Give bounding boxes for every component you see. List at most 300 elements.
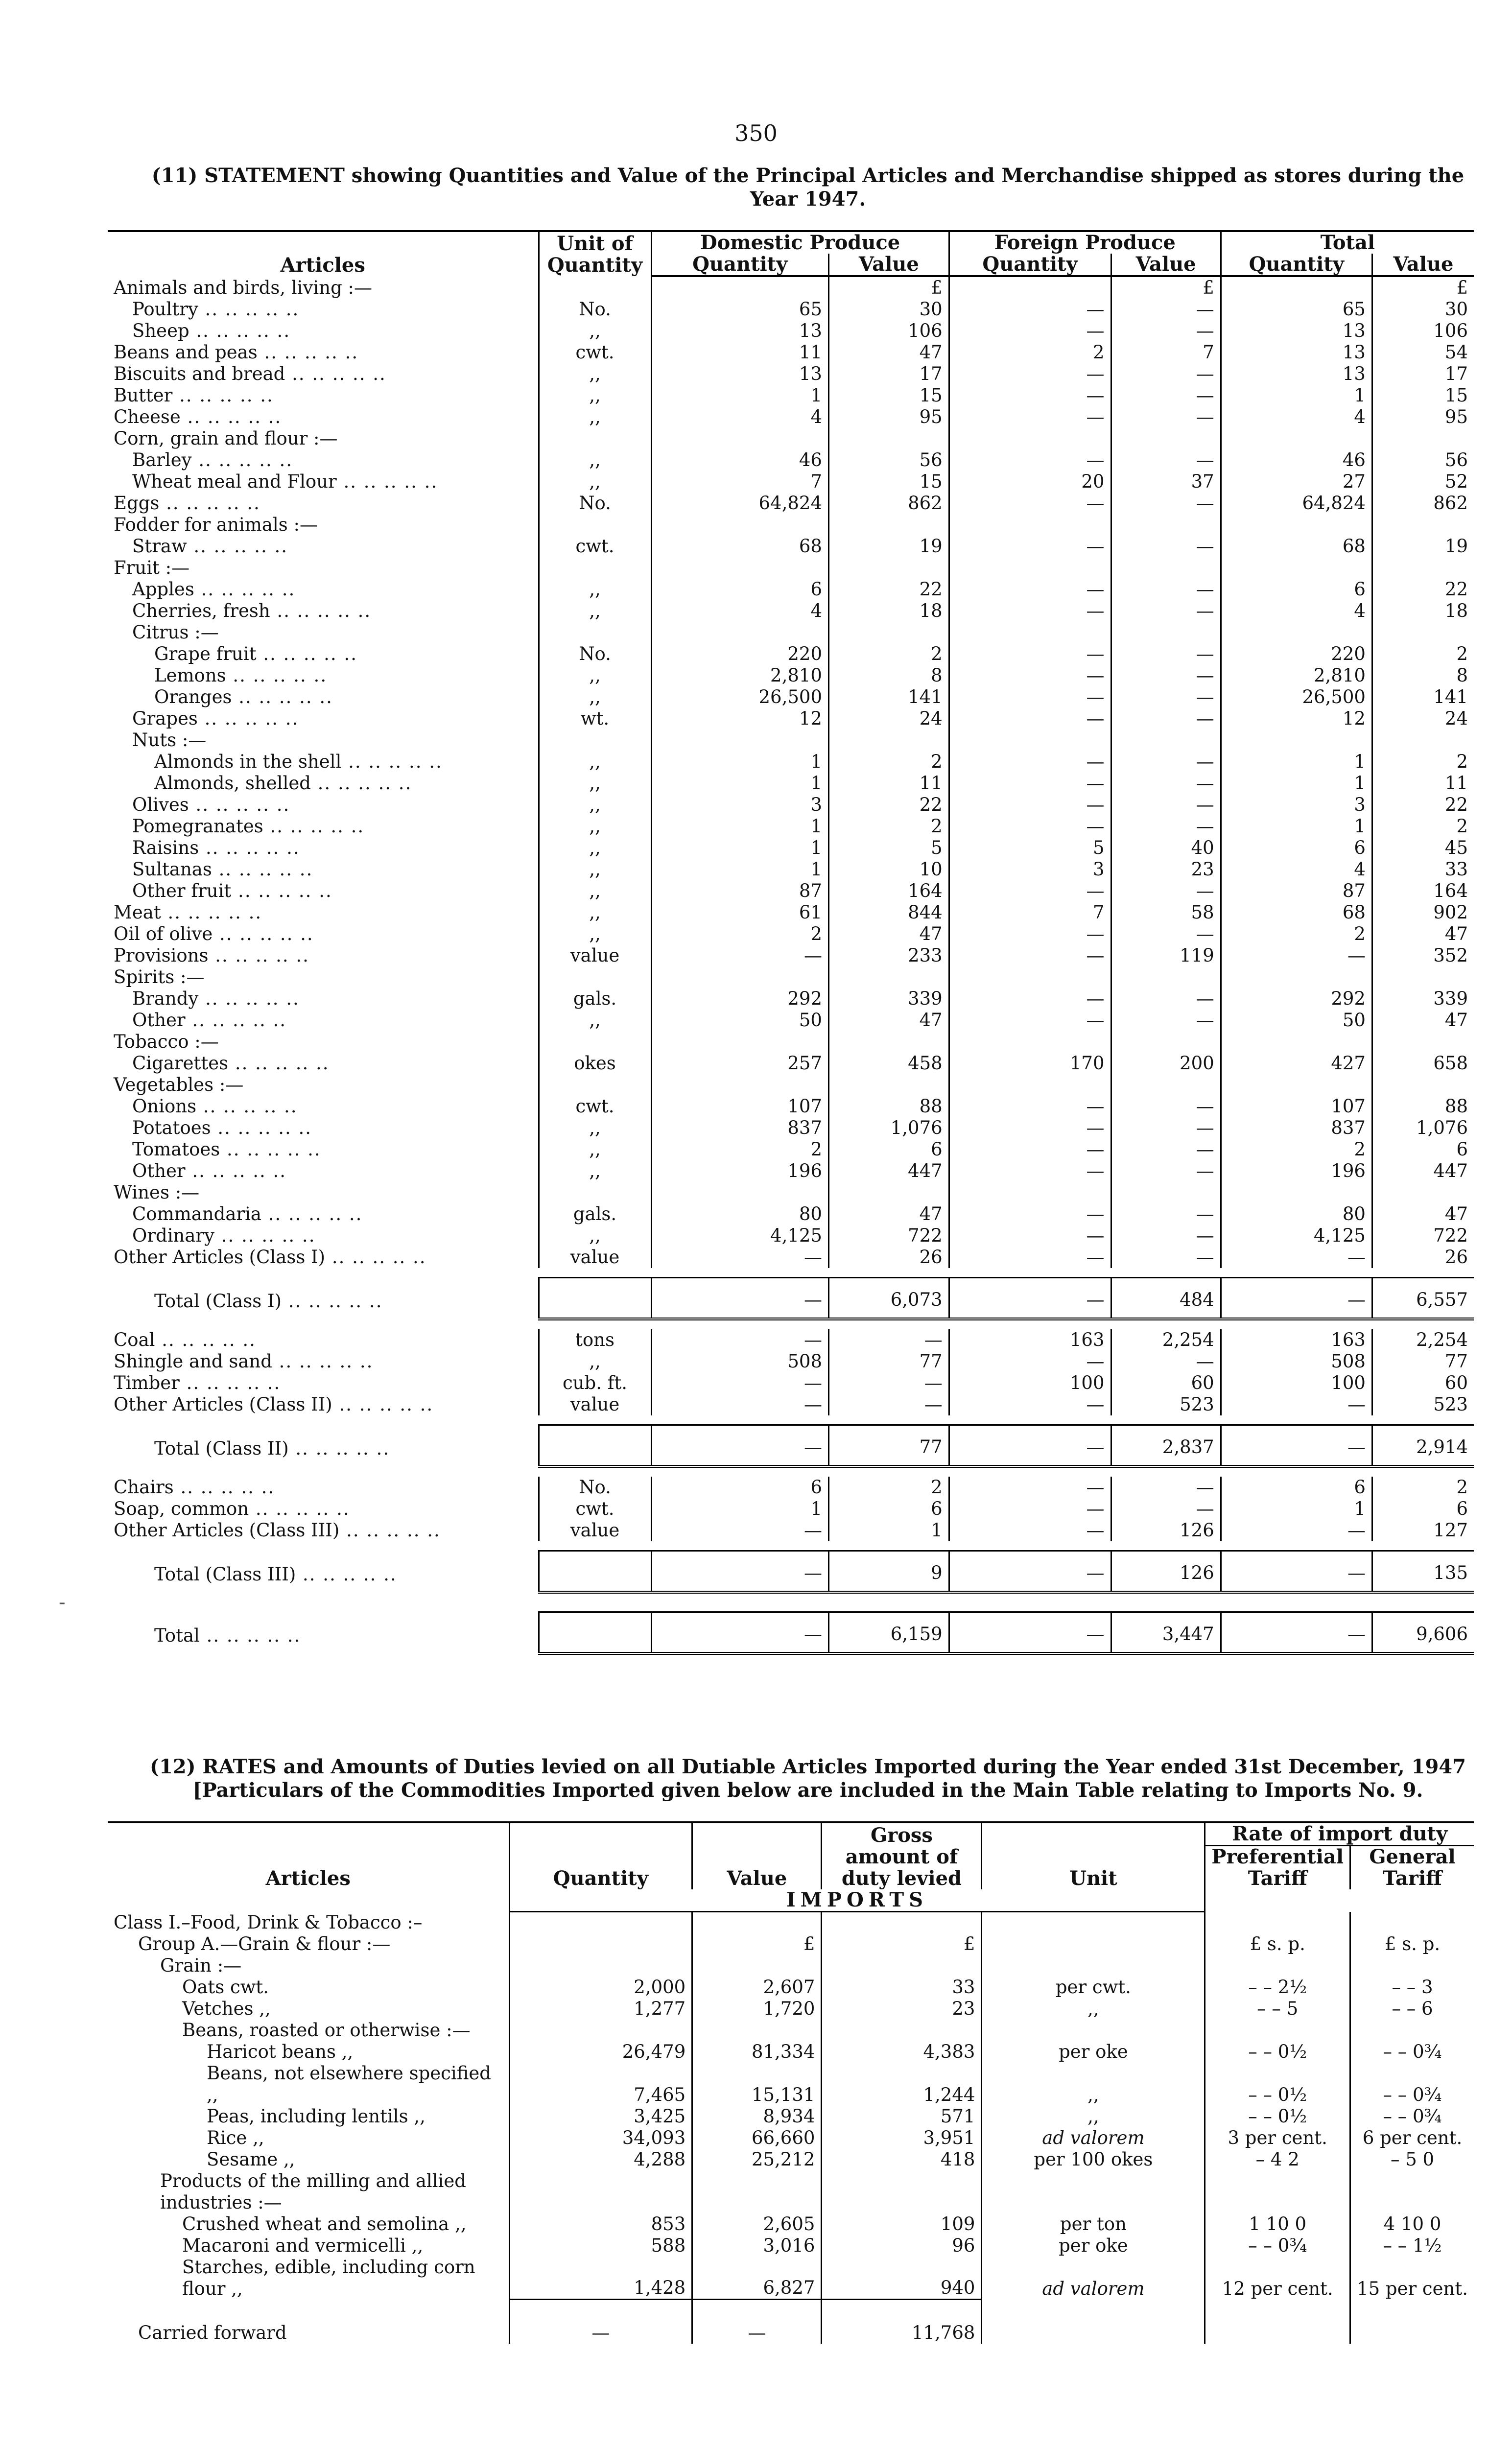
preferential-rate: 12 per cent.	[1205, 2257, 1350, 2300]
table-row	[108, 773, 1474, 794]
total-value	[1372, 514, 1474, 536]
total-quantity: 107	[1221, 1096, 1372, 1117]
article-label: Group A.—Grain & flour :—	[138, 1933, 391, 1954]
article-label: Other Articles (Class II) .. ..	[108, 1394, 539, 1415]
article-label: Straw .. ..	[108, 536, 539, 557]
table-row	[108, 794, 1474, 816]
domestic-quantity: 1	[651, 1498, 828, 1520]
unit-cell	[539, 622, 651, 643]
domestic-quantity: —	[651, 1329, 828, 1351]
table12-body	[108, 1912, 1474, 2344]
domestic-value: 47	[828, 923, 949, 945]
domestic-quantity	[651, 730, 828, 751]
foreign-quantity	[949, 1182, 1111, 1203]
table-row	[108, 1096, 1474, 1117]
col-foreign: Foreign Produce	[949, 231, 1221, 254]
total-quantity: 46	[1221, 449, 1372, 471]
article-label: Oranges .. ..	[108, 686, 539, 708]
total-quantity: 64,824	[1221, 493, 1372, 514]
foreign-value: —	[1111, 1247, 1221, 1268]
domestic-quantity: 3	[651, 794, 828, 816]
foreign-quantity: —	[949, 1225, 1111, 1247]
general-rate	[1350, 2300, 1474, 2344]
table-row	[108, 1203, 1474, 1225]
table-row	[108, 2063, 1474, 2106]
foreign-value: —	[1111, 1010, 1221, 1031]
unit-cell: per oke	[982, 2235, 1205, 2257]
total-quantity: 6	[1221, 579, 1372, 600]
total-quantity	[1221, 622, 1372, 643]
quantity-cell: 26,479	[509, 2041, 692, 2063]
domestic-quantity: 65	[651, 299, 828, 320]
col-domestic-value: Value	[828, 254, 949, 276]
table-row	[108, 988, 1474, 1010]
domestic-value: 88	[828, 1096, 949, 1117]
total-value	[1372, 1182, 1474, 1203]
total-quantity	[1221, 1074, 1372, 1096]
domestic-quantity: 68	[651, 536, 828, 557]
total-quantity: 68	[1221, 536, 1372, 557]
total-value: 24	[1372, 708, 1474, 730]
article-label: Soap, common .. ..	[108, 1498, 539, 1520]
total-value: 447	[1372, 1160, 1474, 1182]
article-label: Beans and peas .. ..	[108, 342, 539, 363]
article-label: Starches, edible, including corn flour ,,	[182, 2256, 475, 2299]
foreign-value: —	[1111, 1160, 1221, 1182]
col-articles: Articles	[108, 231, 539, 276]
article-label: Timber .. ..	[108, 1372, 539, 1394]
unit-cell: gals.	[539, 988, 651, 1010]
article-label: Cherries, fresh .. ..	[108, 600, 539, 622]
foreign-value: —	[1111, 708, 1221, 730]
total-value: 902	[1372, 902, 1474, 923]
domestic-value	[828, 514, 949, 536]
unit-cell: ,,	[539, 816, 651, 837]
total-quantity: 87	[1221, 880, 1372, 902]
domestic-quantity: —	[651, 1425, 828, 1467]
quantity-cell: 1,277	[509, 1998, 692, 2020]
total-value: 6,557	[1372, 1278, 1474, 1319]
total-quantity: 1	[1221, 385, 1372, 406]
preferential-rate	[1205, 2170, 1350, 2213]
table-row	[108, 902, 1474, 923]
foreign-value: 126	[1111, 1520, 1221, 1541]
table-row	[108, 1247, 1474, 1268]
unit-cell: ,,	[539, 363, 651, 385]
foreign-value	[1111, 514, 1221, 536]
article-label: Ordinary .. ..	[108, 1225, 539, 1247]
value-cell: 81,334	[692, 2041, 822, 2063]
table12-caption	[147, 1755, 1469, 1802]
unit-cell: per oke	[982, 2041, 1205, 2063]
unit-cell	[982, 2170, 1205, 2213]
gross-duty-cell	[822, 2170, 982, 2213]
col-value: Value	[692, 1822, 822, 1889]
spacer-row	[108, 1466, 1474, 1477]
total-value: 26	[1372, 1247, 1474, 1268]
domestic-quantity: 1	[651, 773, 828, 794]
article-label: Grape fruit .. ..	[108, 643, 539, 665]
total-quantity: 4	[1221, 406, 1372, 428]
table-row	[108, 1520, 1474, 1541]
foreign-quantity: —	[949, 406, 1111, 428]
foreign-value: 40	[1111, 837, 1221, 859]
total-quantity: —	[1221, 1612, 1372, 1654]
domestic-quantity: 4	[651, 406, 828, 428]
total-value: 33	[1372, 859, 1474, 880]
domestic-value: 26	[828, 1247, 949, 1268]
table-row	[108, 816, 1474, 837]
article-label: Pomegranates .. ..	[108, 816, 539, 837]
col-general: General Tariff	[1350, 1846, 1474, 1890]
unit-cell	[539, 1031, 651, 1053]
value-cell: 15,131	[692, 2063, 822, 2106]
domestic-value: 6	[828, 1498, 949, 1520]
unit-cell: cwt.	[539, 342, 651, 363]
foreign-quantity	[949, 730, 1111, 751]
gross-duty-cell: 4,383	[822, 2041, 982, 2063]
total-quantity	[1221, 514, 1372, 536]
total-value: 2,914	[1372, 1425, 1474, 1467]
foreign-value	[1111, 428, 1221, 449]
domestic-value: 56	[828, 449, 949, 471]
table-row	[108, 557, 1474, 579]
foreign-quantity: —	[949, 1160, 1111, 1182]
table12-caption-line-2: [Particulars of the Commodities Imported given below are included in the Main Table relating to Imports No. 9.	[192, 1779, 1423, 1802]
total-value: 141	[1372, 686, 1474, 708]
foreign-quantity: —	[949, 1551, 1111, 1593]
unit-cell: ,,	[539, 1139, 651, 1160]
foreign-value: —	[1111, 686, 1221, 708]
col-domestic-quantity: Quantity	[651, 254, 828, 276]
foreign-value	[1111, 730, 1221, 751]
total-quantity: 26,500	[1221, 686, 1372, 708]
table-row	[108, 2213, 1474, 2235]
total-quantity: 6	[1221, 837, 1372, 859]
total-quantity: 2	[1221, 1139, 1372, 1160]
foreign-value: 2,254	[1111, 1329, 1221, 1351]
foreign-quantity	[949, 514, 1111, 536]
quantity-cell: 3,425	[509, 2106, 692, 2127]
spacer-row	[108, 1541, 1474, 1551]
foreign-value: —	[1111, 751, 1221, 773]
foreign-value: —	[1111, 773, 1221, 794]
domestic-quantity: 13	[651, 320, 828, 342]
total-value: 95	[1372, 406, 1474, 428]
article-label: Eggs .. ..	[108, 493, 539, 514]
article-label: Animals and birds, living :—	[114, 277, 372, 298]
spacer-row	[108, 1268, 1474, 1278]
spacer-row	[108, 1415, 1474, 1425]
duty-rates-table	[108, 1821, 1474, 2344]
total-value: 722	[1372, 1225, 1474, 1247]
domestic-quantity: 64,824	[651, 493, 828, 514]
domestic-quantity: 26,500	[651, 686, 828, 708]
domestic-value	[828, 1074, 949, 1096]
table-row	[108, 320, 1474, 342]
page-number: 350	[734, 120, 778, 146]
article-label: Lemons .. ..	[108, 665, 539, 686]
table-row	[108, 708, 1474, 730]
table11-header-row-1	[108, 231, 1474, 254]
article-label: Tomatoes .. ..	[108, 1139, 539, 1160]
domestic-quantity	[651, 966, 828, 988]
table12-header-row-1	[108, 1822, 1474, 1846]
foreign-quantity	[949, 1031, 1111, 1053]
total-quantity: 427	[1221, 1053, 1372, 1074]
domestic-quantity: 50	[651, 1010, 828, 1031]
article-label: Nuts :—	[132, 730, 207, 751]
foreign-value: 126	[1111, 1551, 1221, 1593]
total-value: 60	[1372, 1372, 1474, 1394]
total-quantity: 12	[1221, 708, 1372, 730]
foreign-value: —	[1111, 449, 1221, 471]
domestic-value: 2	[828, 1477, 949, 1498]
unit-cell	[539, 1425, 651, 1467]
domestic-quantity	[651, 1182, 828, 1203]
table-row	[108, 2235, 1474, 2257]
foreign-value: —	[1111, 1096, 1221, 1117]
total-value: 164	[1372, 880, 1474, 902]
total-quantity: 3	[1221, 794, 1372, 816]
general-rate: – – 0¾	[1350, 2106, 1474, 2127]
article-label: Corn, grain and flour :—	[114, 428, 338, 449]
quantity-cell	[509, 2170, 692, 2213]
domestic-quantity: 87	[651, 880, 828, 902]
unit-cell: ,,	[539, 449, 651, 471]
value-cell: 3,016	[692, 2235, 822, 2257]
total-quantity: 196	[1221, 1160, 1372, 1182]
domestic-value: 30	[828, 299, 949, 320]
domestic-value: 95	[828, 406, 949, 428]
total-value: 22	[1372, 579, 1474, 600]
foreign-value: —	[1111, 1117, 1221, 1139]
general-rate: – 5 0	[1350, 2149, 1474, 2170]
unit-cell: ,,	[539, 579, 651, 600]
domestic-quantity: 1	[651, 859, 828, 880]
unit-cell: per ton	[982, 2213, 1205, 2235]
preferential-rate: – – 5	[1205, 1998, 1350, 2020]
unit-cell: No.	[539, 299, 651, 320]
foreign-quantity: 3	[949, 859, 1111, 880]
article-label: Oil of olive .. ..	[108, 923, 539, 945]
unit-cell: cub. ft.	[539, 1372, 651, 1394]
domestic-value: 233	[828, 945, 949, 966]
unit-cell: No.	[539, 643, 651, 665]
domestic-quantity: 6	[651, 1477, 828, 1498]
preferential-rate	[1205, 2020, 1350, 2041]
foreign-quantity: 5	[949, 837, 1111, 859]
article-label: Biscuits and bread .. ..	[108, 363, 539, 385]
domestic-value	[828, 730, 949, 751]
domestic-quantity: —	[651, 1551, 828, 1593]
col-unit: Unit of Quantity	[539, 231, 651, 276]
domestic-quantity: —	[651, 1278, 828, 1319]
article-label: Vetches ,,	[182, 1998, 271, 2019]
table-row	[108, 2257, 1474, 2300]
article-label: Sheep .. ..	[108, 320, 539, 342]
total-quantity: 163	[1221, 1329, 1372, 1351]
domestic-quantity: 61	[651, 902, 828, 923]
unit-cell: tons	[539, 1329, 651, 1351]
total-quantity: —	[1221, 945, 1372, 966]
domestic-quantity: —	[651, 1394, 828, 1415]
total-quantity: 4,125	[1221, 1225, 1372, 1247]
quantity-cell: 853	[509, 2213, 692, 2235]
domestic-value: 77	[828, 1425, 949, 1467]
total-quantity: —	[1221, 1520, 1372, 1541]
article-label: Citrus :—	[132, 622, 219, 643]
total-value: 54	[1372, 342, 1474, 363]
unit-cell: value	[539, 1247, 651, 1268]
domestic-value	[828, 1182, 949, 1203]
foreign-value	[1111, 622, 1221, 643]
stores-statement-table	[108, 230, 1474, 1664]
col-total-quantity: Quantity	[1221, 254, 1372, 276]
domestic-value: 447	[828, 1160, 949, 1182]
total-value	[1372, 1074, 1474, 1096]
carried-forward-row	[108, 2300, 1474, 2344]
domestic-quantity: 1	[651, 837, 828, 859]
total-quantity: 65	[1221, 299, 1372, 320]
article-label: Vegetables :—	[114, 1074, 244, 1095]
article-label: Fruit :—	[114, 557, 190, 578]
foreign-value: —	[1111, 363, 1221, 385]
preferential-rate: – – 2½	[1205, 1977, 1350, 1998]
unit-cell: ,,	[539, 1117, 651, 1139]
table-row	[108, 1498, 1474, 1520]
table-row	[108, 2149, 1474, 2170]
unit-cell	[982, 1912, 1205, 1933]
total-row	[108, 1612, 1474, 1654]
article-label: Almonds in the shell .. ..	[108, 751, 539, 773]
table-row	[108, 1998, 1474, 2020]
total-quantity: —	[1221, 1247, 1372, 1268]
article-label: Other .. ..	[108, 1160, 539, 1182]
table-row	[108, 1955, 1474, 1977]
foreign-quantity: —	[949, 880, 1111, 902]
domestic-quantity: 220	[651, 643, 828, 665]
col-domestic: Domestic Produce	[651, 231, 949, 254]
article-label: Shingle and sand .. ..	[108, 1351, 539, 1372]
general-rate: – – 1½	[1350, 2235, 1474, 2257]
table-row	[108, 1329, 1474, 1351]
unit-cell: ,,	[539, 923, 651, 945]
gross-duty-cell: 1,244	[822, 2063, 982, 2106]
table-row	[108, 643, 1474, 665]
total-value: 8	[1372, 665, 1474, 686]
value-cell	[692, 1955, 822, 1977]
foreign-quantity: —	[949, 1498, 1111, 1520]
unit-cell: ,,	[982, 1998, 1205, 2020]
table-row	[108, 276, 1474, 299]
gross-duty-cell: 23	[822, 1998, 982, 2020]
unit-cell: ,,	[539, 665, 651, 686]
table-row	[108, 1053, 1474, 1074]
domestic-quantity: 2	[651, 1139, 828, 1160]
quantity-cell: 4,288	[509, 2149, 692, 2170]
domestic-value: 844	[828, 902, 949, 923]
foreign-quantity: —	[949, 1477, 1111, 1498]
domestic-value: 8	[828, 665, 949, 686]
domestic-quantity: 13	[651, 363, 828, 385]
domestic-value: 47	[828, 342, 949, 363]
foreign-quantity: —	[949, 1247, 1111, 1268]
spacer-row	[108, 1602, 1474, 1612]
unit-cell: gals.	[539, 1203, 651, 1225]
domestic-value: £	[828, 276, 949, 299]
table-row	[108, 579, 1474, 600]
total-quantity	[1221, 428, 1372, 449]
spacer-row	[108, 1319, 1474, 1329]
total-value: 17	[1372, 363, 1474, 385]
quantity-cell: 7,465	[509, 2063, 692, 2106]
table-row	[108, 1117, 1474, 1139]
total-value: 47	[1372, 1010, 1474, 1031]
foreign-value: —	[1111, 1498, 1221, 1520]
total-quantity	[1221, 1031, 1372, 1053]
table-row	[108, 2041, 1474, 2063]
domestic-value: 2	[828, 643, 949, 665]
article-label: Butter .. ..	[108, 385, 539, 406]
foreign-value: —	[1111, 1225, 1221, 1247]
domestic-quantity: 11	[651, 342, 828, 363]
domestic-quantity: 1	[651, 751, 828, 773]
domestic-value: 2	[828, 751, 949, 773]
unit-cell: cwt.	[539, 1096, 651, 1117]
gross-duty-cell: 11,768	[822, 2300, 982, 2344]
foreign-quantity: —	[949, 1612, 1111, 1654]
domestic-quantity	[651, 622, 828, 643]
foreign-value	[1111, 1182, 1221, 1203]
domestic-value: 22	[828, 579, 949, 600]
domestic-quantity: 2,810	[651, 665, 828, 686]
foreign-value	[1111, 966, 1221, 988]
article-label: Other .. ..	[108, 1010, 539, 1031]
total-quantity: 1	[1221, 773, 1372, 794]
total-value: 15	[1372, 385, 1474, 406]
article-label: Beans, roasted or otherwise :—	[182, 2019, 471, 2041]
foreign-value: —	[1111, 794, 1221, 816]
domestic-quantity: 2	[651, 923, 828, 945]
domestic-quantity: 292	[651, 988, 828, 1010]
domestic-value: 47	[828, 1010, 949, 1031]
spacer-row	[108, 1592, 1474, 1602]
article-label: Total (Class III) .. ..	[108, 1551, 539, 1593]
preferential-rate	[1205, 2300, 1350, 2344]
preferential-rate: – – 0¾	[1205, 2235, 1350, 2257]
total-value: 2	[1372, 816, 1474, 837]
unit-cell: ,,	[539, 880, 651, 902]
gross-duty-cell: £	[822, 1933, 982, 1955]
total-value: 30	[1372, 299, 1474, 320]
domestic-value: 6,159	[828, 1612, 949, 1654]
quantity-cell: 588	[509, 2235, 692, 2257]
article-label: Class I.–Food, Drink & Tobacco :–	[114, 1911, 423, 1933]
quantity-cell	[509, 1933, 692, 1955]
general-rate	[1350, 1955, 1474, 1977]
foreign-value: 60	[1111, 1372, 1221, 1394]
total-quantity: —	[1221, 1425, 1372, 1467]
foreign-quantity: —	[949, 363, 1111, 385]
foreign-quantity: 100	[949, 1372, 1111, 1394]
total-value: 862	[1372, 493, 1474, 514]
unit-cell	[982, 1933, 1205, 1955]
total-value: 106	[1372, 320, 1474, 342]
article-label: Barley .. ..	[108, 449, 539, 471]
total-value: 2	[1372, 643, 1474, 665]
table12-caption-line-1: (12) RATES and Amounts of Duties levied on all Dutiable Articles Imported during the Year ended 31st December, 1947	[150, 1755, 1466, 1778]
